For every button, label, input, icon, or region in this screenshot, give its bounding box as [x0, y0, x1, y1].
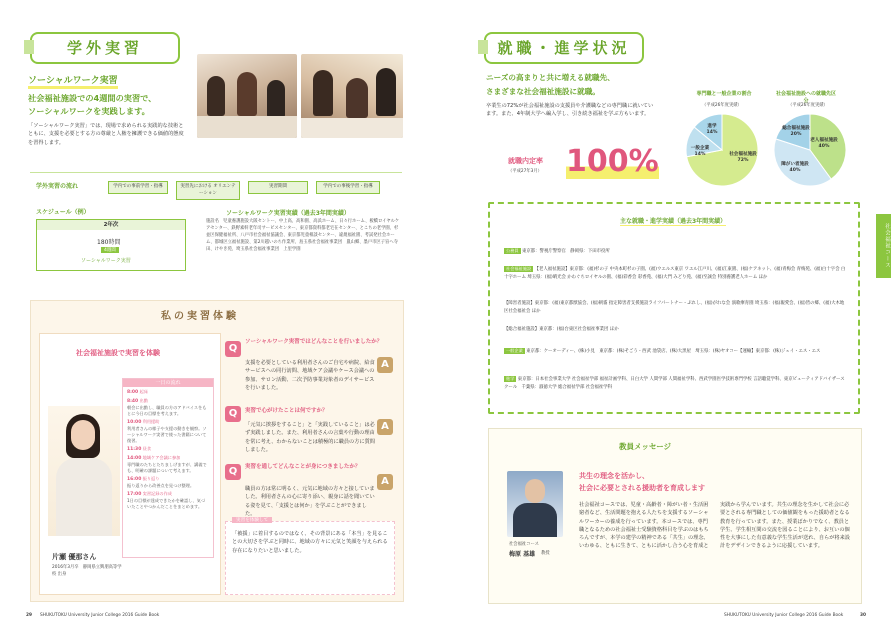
- left-section-title-text: 学外実習: [66, 39, 143, 57]
- pie1-label-main: 社会福祉施設 72%: [729, 152, 757, 163]
- schedule-hours: 180時間: [97, 239, 121, 246]
- q3-text: 実習を通してどんなことが身につきましたか？: [245, 464, 361, 470]
- experience-panel-inner: [39, 333, 221, 595]
- pie1-label-company: 一般企業 14%: [690, 146, 710, 157]
- flow-title: 学外実習の流れ: [36, 183, 79, 190]
- student-info: 2016年3月卒 静岡県立興朋高等学校 出身: [52, 565, 122, 577]
- a3-text: 職員の方は常に明るく、元気に地域の方々と接していました。利用者さんの心に寄り添い、親身に話を聞いている姿を見て、「支援とは何か」を学ぶことができました。: [245, 486, 375, 517]
- schedule-label: ソーシャルワーク実習: [81, 258, 131, 264]
- lead-line-2: ソーシャルワークを実践します。: [28, 106, 150, 116]
- subheading: ソーシャルワーク実習: [28, 73, 118, 89]
- q3-badge: Q: [225, 464, 241, 480]
- teacher-box: [488, 428, 862, 604]
- teacher-photo: [507, 471, 563, 537]
- facilities-title: ソーシャルワーク実習実績（過去3年間実績）: [226, 210, 350, 217]
- right-lead-1: ニーズの高まりと共に増える就職先、: [486, 73, 615, 82]
- rate-value: 100%: [566, 144, 659, 179]
- facilities-text: 施設名 児童養護施設大阪セントー、中上高、高和園、高浜ホーム、日々行ホーム、板橋ロイヤルケアセンター、鉄野素軒老年司サービスセンター、東京都資料都老宅在センター、とこちの老学園、杉並区保健福祉所、八戸市社会福祉協議会、東京都児童相談センター、違規福祉園、考試発社会ホーム、都城区立福祉施設、第2川越いのち作業所、島玉県社会福祉事業団 嵐山郷、墨戸市区子盲ヘ寺田、けやき苑、埼玉県社会福祉事業団 上里学園: [206, 219, 400, 252]
- body-text: 「ソーシャルワーク実習」では、現場で求められる実践的な技術とともに、支援を必要とする方の尊厳と人権を擁護できる価値的態度を習得します。: [28, 123, 184, 146]
- day-item: 11:30 昼食: [127, 446, 152, 452]
- day-schedule-box: [122, 378, 214, 558]
- day-schedule-heading: 一日の流れ: [123, 379, 213, 387]
- flow-step-2: 実習先における オリエンテーション: [176, 181, 240, 200]
- a2-text: 「元気に挨拶をすること」と「実践していること」は必ず実践しました。また、利用者さんの言葉や行動の理由を常に考え、わからないことは積極的に職員の方に質問しました。: [245, 422, 375, 453]
- pie2-title: 社会福祉施設への就職先区分: [776, 91, 837, 104]
- teacher-head-1: 共生の理念を活かし、: [579, 472, 649, 480]
- photo-classroom-2: [301, 54, 403, 138]
- q2-badge: Q: [225, 406, 241, 422]
- side-tab: 社会福祉コース: [876, 214, 891, 278]
- career-row: 一般企業 東京都：ケーオーディー、(株)小見 東京都：(株)そごう・西武 池袋店、(株)大黒屋 埼玉県：(株)ヤオコー【運輸】東京都：(株)ジェイ・エス・エス: [506, 348, 821, 354]
- memo-text: 「被援」に着目するのではなく、その背景にある「本当」を見ることの大切さを学ぶと同時に、地域の方々に元気と笑顔を与えられる存在になりたいと思いました。: [232, 531, 388, 554]
- pie2-label-general: 総合福祉施設 20%: [782, 126, 810, 137]
- rate-sub: （平成27年3月）: [508, 169, 542, 174]
- teacher-role: 教授: [541, 551, 550, 556]
- left-page-number: 29: [26, 613, 32, 618]
- left-section-title: [30, 32, 180, 64]
- left-footer: SHUKUTOKU University Junior College 2016 Guide Book: [40, 613, 160, 618]
- q1-text: ソーシャルワーク実習ではどんなことを行いましたか？: [245, 339, 383, 345]
- pie1-label-advance: 進学 14%: [706, 124, 718, 135]
- teacher-name: 梅原 基雄: [509, 551, 536, 558]
- careers-box: [488, 202, 860, 414]
- pie1-title: 専門職と一般企業の割合: [696, 91, 752, 97]
- flow-step-1: 学内での事前学習・指導: [108, 181, 168, 194]
- q1-badge: Q: [225, 341, 241, 357]
- a2-badge: A: [377, 419, 393, 435]
- day-item: 14:00 地域ケア会議に参加 専門職のたちとたちましげますが、講義でも、明確の課題について考えます。: [127, 455, 207, 473]
- pie2-label-elderly: 老人福祉施設 40%: [810, 138, 838, 149]
- experience-caption: 社会福祉施設で実習を体験: [76, 349, 160, 357]
- a1-badge: A: [377, 357, 393, 373]
- pie2-chart: [770, 110, 850, 190]
- photo-classroom-1: [197, 54, 297, 138]
- right-body: 卒業生の72%が社会福祉施設の支援員や介護職などの専門職に就いています。また、4年制大学へ編入学し、引き続き福祉を学ぶ方もいます。: [486, 103, 654, 118]
- career-row: 【障害者施設】東京都：(福)東京都獣協会、(福)朝霧 指定障害者支援施設ライフパートナー・ぷれし、(福)がれな会 演歌療育園 埼玉県：(福)親愛会、(福)皆の郷、(福)大木地区社会福祉会 ほか: [504, 301, 845, 314]
- memo-title: 実習を体験して: [232, 517, 272, 523]
- right-section-title: [484, 32, 644, 64]
- q2-text: 実習で心がけたことは何ですか？: [245, 408, 328, 414]
- a1-text: 支援を必要としている利用者さんのご自宅や病院、給食サービスへの同行訪問、地域ケア会議やケース会議への参加、サロン活動、二次予防事業対象者のデイサービスを行いました。: [245, 360, 375, 391]
- flow-step-4: 学内での事後学習・指導: [316, 181, 380, 194]
- schedule-weeks: 4週間: [101, 247, 119, 253]
- right-lead-2: さまざまな社会福祉施設に就職。: [486, 87, 600, 96]
- day-item: 10:00 利用援助 利用者さんの様子や支援の動きを観察。ソーシャルワーク実習で使った書籍について復習。: [127, 419, 207, 443]
- day-item: 17:00 実習記録の作成 1日の目標が達成できたかを確認し、気づいたことやつかんだことをまとめます。: [127, 491, 206, 509]
- career-row: 社会福祉施設 【老人福祉施設】東京都：(福)杉の子 中央本町杉の子園、(福)ウエルス東京 ワエル江戸川、(福)江東園、(福)ケアネット、(福)青梅会 青梅苑、(福)白十字会 白十字ホーム 埼玉県：(福)晴光会 かわぐちロイヤルの園、(福)彩香会 彩香苑、(福)大門 みどり苑、(福)至誠会 特別養護老人ホーム ほか: [504, 266, 846, 280]
- career-row: 公務員 東京都：警視庁警察官 静岡県：下田市役所: [506, 248, 610, 254]
- right-section-title-text: 就職・進学状況: [497, 39, 631, 57]
- experience-title: 私の実習体験: [161, 311, 239, 322]
- pie1-sub: （平成26年度実績）: [702, 103, 742, 108]
- teacher-head-2: 社会に必要とされる援助者を育成します: [579, 484, 705, 492]
- student-photo: [48, 406, 120, 536]
- pie2-label-disabled: 障がい者施設 40%: [781, 162, 809, 173]
- career-row: 【総合福祉施設】東京都：(福)台東区社会福祉事業団 ほか: [504, 327, 619, 332]
- a3-badge: A: [377, 474, 393, 490]
- student-name: 片瀬 優那さん: [52, 553, 97, 561]
- teacher-text: 社会福祉コースでは、児童・高齢者・障がい者・生活困窮者など、生活問題を抱える人たちを支援するソーシャルワーカーの養成を行っています。本コースでは、専門職となるための社会福祉士受験資格科目を学ぶのはもちろんですが、本学の建学の精神である「共生」の理念、いわゆる、ともに生きて、ともに活かし合う心を育成と実践から学んでいます。共生の理念を生かして社会に必要とされる専門職としての価値観をもった援助者となる教育を行っています。また、授業ばかりでなく、教員と学生、学生相互間の交流を図ることにより、お互いの個性を大事にした有意義な学生生活が送れ、自らが将来設計をデザインできるように応援しています。: [579, 502, 850, 550]
- lead-line-1: 社会福祉施設での4週間の実習で、: [28, 93, 157, 103]
- teacher-dept: 社会福祉コース: [509, 542, 539, 547]
- pie2-sub: （平成26年度実績）: [788, 103, 828, 108]
- experience-panel: [30, 300, 404, 602]
- schedule-box: [36, 219, 186, 271]
- day-item: 16:00 振り返り 振り返りから改善点を見つけ整理。: [127, 476, 195, 488]
- flow-step-3: 実習期間: [248, 181, 308, 194]
- right-footer: SHUKUTOKU University Junior College 2016 Guide Book: [724, 613, 844, 618]
- careers-title: 主な就職・進学実績（過去3年間実績）: [620, 218, 727, 225]
- teacher-title: 教員メッセージ: [619, 442, 672, 451]
- right-page-number: 30: [860, 613, 866, 618]
- career-row: 進学 東京都：日本社会事業大学 社会福祉学部 福祉計画学科、日白大学 人間学部 人間福祉学科、西武学園医学技術専門学校 言語聴覚学科、東京ビューティアドバイザースクール 千葉県：淑徳大学 総合福祉学部 社会福祉学科: [504, 376, 845, 390]
- memo-box: [225, 518, 395, 595]
- schedule-title: スケジュール（例）: [36, 209, 90, 216]
- day-item: 8:00 起床: [127, 389, 148, 395]
- rate-label: 就職内定率: [508, 157, 543, 165]
- day-item: 8:40 出勤 朝会に出勤し、職員の方のアドバイスをもとに今日の目標を考えます。: [127, 398, 207, 416]
- schedule-year: 2年次: [37, 220, 185, 230]
- flow-box: [30, 172, 402, 198]
